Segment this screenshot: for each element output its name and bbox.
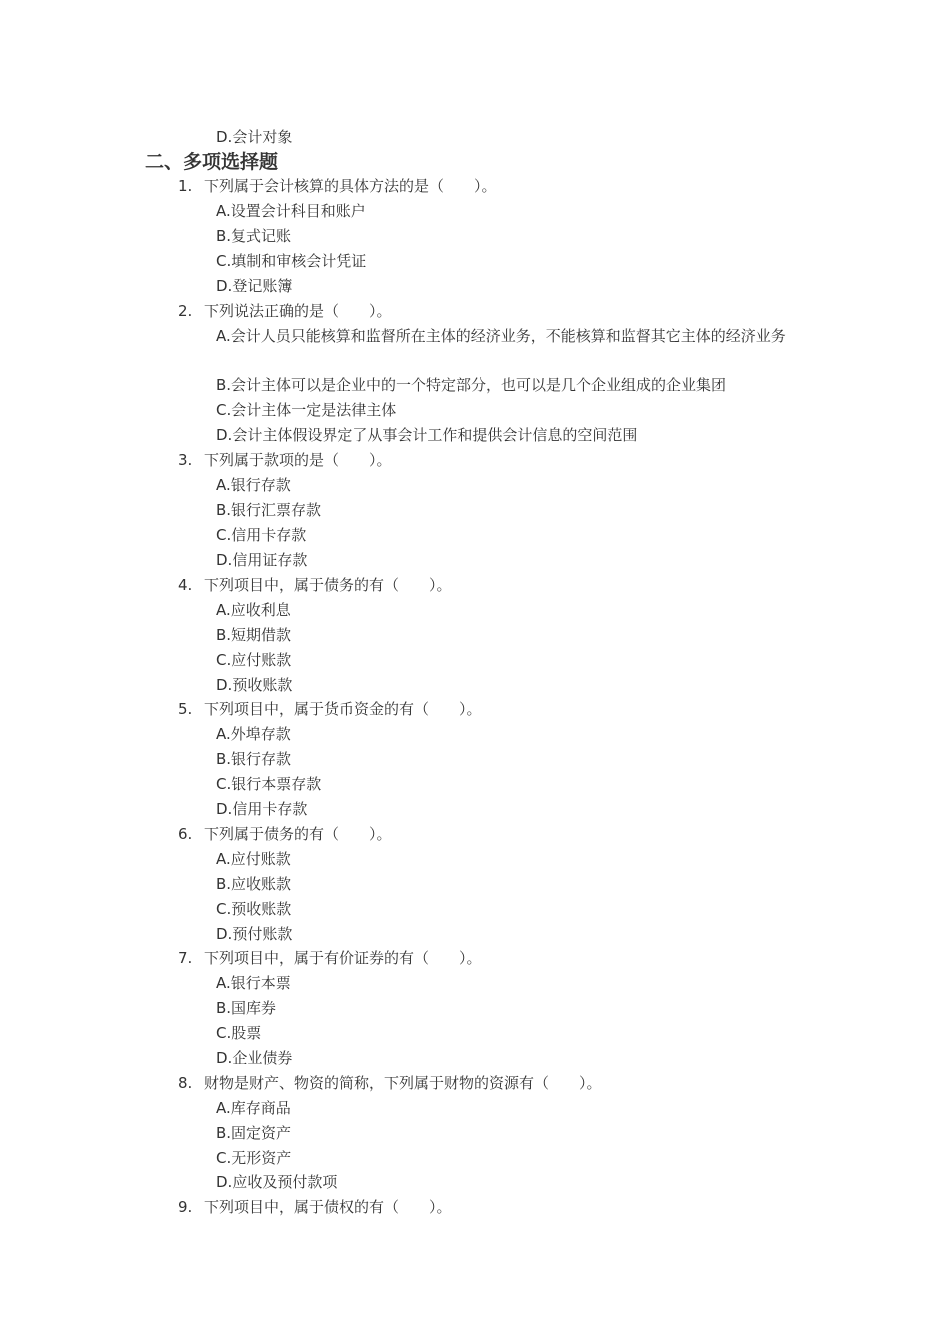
question-text: 下列属于债务的有（ ）。 xyxy=(204,825,392,843)
option: C.股票 xyxy=(216,1024,262,1042)
option: C.信用卡存款 xyxy=(216,526,307,544)
question-number: 6. xyxy=(178,825,193,843)
question-number: 4. xyxy=(178,576,193,594)
question-text: 下列属于款项的是（ ）。 xyxy=(204,451,392,469)
section-heading: 二、多项选择题 xyxy=(145,151,279,173)
question-text: 下列项目中，属于债务的有（ ）。 xyxy=(204,576,452,594)
option: A.会计人员只能核算和监督所在主体的经济业务，不能核算和监督其它主体的经济业务 xyxy=(216,327,786,345)
option: D.预收账款 xyxy=(216,676,293,694)
option: C.填制和审核会计凭证 xyxy=(216,252,367,270)
question-number: 5. xyxy=(178,700,193,718)
question-text: 下列项目中，属于货币资金的有（ ）。 xyxy=(204,700,482,718)
carry-over-option: D.会计对象 xyxy=(216,128,293,146)
option: A.库存商品 xyxy=(216,1099,291,1117)
option: A.银行本票 xyxy=(216,974,291,992)
option: D.企业债券 xyxy=(216,1049,293,1067)
option: B.复式记账 xyxy=(216,227,292,245)
option: B.固定资产 xyxy=(216,1124,292,1142)
question-number: 3. xyxy=(178,451,193,469)
question-number: 2. xyxy=(178,302,193,320)
option: D.应收及预付款项 xyxy=(216,1173,338,1191)
option: B.银行存款 xyxy=(216,750,292,768)
option: D.信用证存款 xyxy=(216,551,308,569)
option: A.应付账款 xyxy=(216,850,291,868)
option: D.登记账簿 xyxy=(216,277,293,295)
option: B.应收账款 xyxy=(216,875,292,893)
option: B.会计主体可以是企业中的一个特定部分，也可以是几个企业组成的企业集团 xyxy=(216,376,727,394)
option: C.会计主体一定是法律主体 xyxy=(216,401,397,419)
option: C.银行本票存款 xyxy=(216,775,322,793)
question-number: 8. xyxy=(178,1074,193,1092)
option: B.短期借款 xyxy=(216,626,292,644)
option: A.应收利息 xyxy=(216,601,291,619)
question-text: 财物是财产、物资的简称，下列属于财物的资源有（ ）。 xyxy=(204,1074,602,1092)
question-number: 1. xyxy=(178,177,193,195)
option: C.无形资产 xyxy=(216,1149,292,1167)
option: B.国库券 xyxy=(216,999,277,1017)
option: A.外埠存款 xyxy=(216,725,291,743)
question-text: 下列项目中，属于有价证券的有（ ）。 xyxy=(204,949,482,967)
question-number: 7. xyxy=(178,949,193,967)
option: A.银行存款 xyxy=(216,476,291,494)
option: D.会计主体假设界定了从事会计工作和提供会计信息的空间范围 xyxy=(216,426,638,444)
option: C.应付账款 xyxy=(216,651,292,669)
option: D.预付账款 xyxy=(216,925,293,943)
question-text: 下列项目中，属于债权的有（ ）。 xyxy=(204,1198,452,1216)
option: B.银行汇票存款 xyxy=(216,501,322,519)
question-text: 下列属于会计核算的具体方法的是（ ）。 xyxy=(204,177,497,195)
question-number: 9. xyxy=(178,1198,193,1216)
option: D.信用卡存款 xyxy=(216,800,308,818)
question-text: 下列说法正确的是（ ）。 xyxy=(204,302,392,320)
option: C.预收账款 xyxy=(216,900,292,918)
option: A.设置会计科目和账户 xyxy=(216,202,366,220)
